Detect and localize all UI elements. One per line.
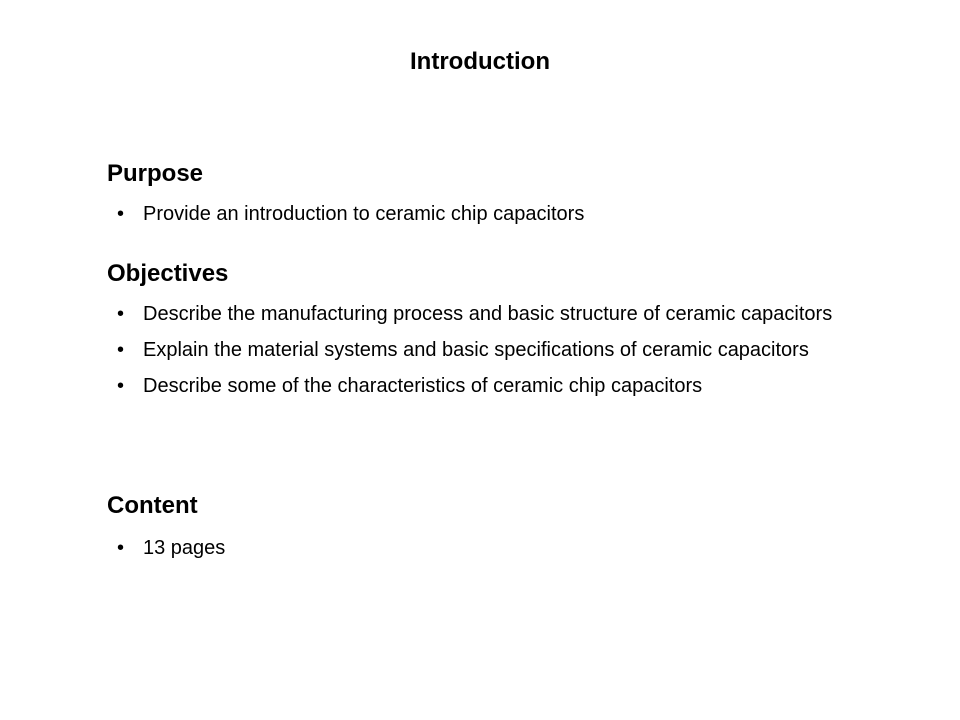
bullet-icon: • — [117, 303, 125, 325]
objectives-list — [107, 301, 867, 399]
section-purpose — [107, 159, 867, 237]
bullet-icon: • — [117, 339, 125, 361]
list-item-text: Describe some of the characteristics of ceramic chip capacitors — [143, 375, 703, 397]
list-item-text: 13 pages — [143, 537, 226, 559]
list-item — [107, 373, 867, 399]
list-item — [107, 201, 867, 227]
section-heading-objectives: Objectives — [107, 260, 229, 287]
list-item-text: Provide an introduction to ceramic chip capacitors — [143, 203, 585, 225]
section-objectives — [107, 259, 867, 409]
list-item-text: Explain the material systems and basic specifications of ceramic capacitors — [143, 339, 809, 361]
list-item-text: Describe the manufacturing process and basic structure of ceramic capacitors — [143, 303, 833, 325]
bullet-icon: • — [117, 537, 125, 559]
list-item — [107, 337, 867, 363]
slide-title: Introduction — [410, 48, 550, 75]
purpose-list — [107, 201, 867, 227]
section-content — [107, 491, 867, 571]
content-list — [107, 535, 867, 561]
list-item — [107, 535, 867, 561]
bullet-icon: • — [117, 203, 125, 225]
bullet-icon: • — [117, 375, 125, 397]
section-heading-content: Content — [107, 492, 198, 519]
list-item — [107, 301, 867, 327]
section-heading-purpose: Purpose — [107, 160, 204, 187]
